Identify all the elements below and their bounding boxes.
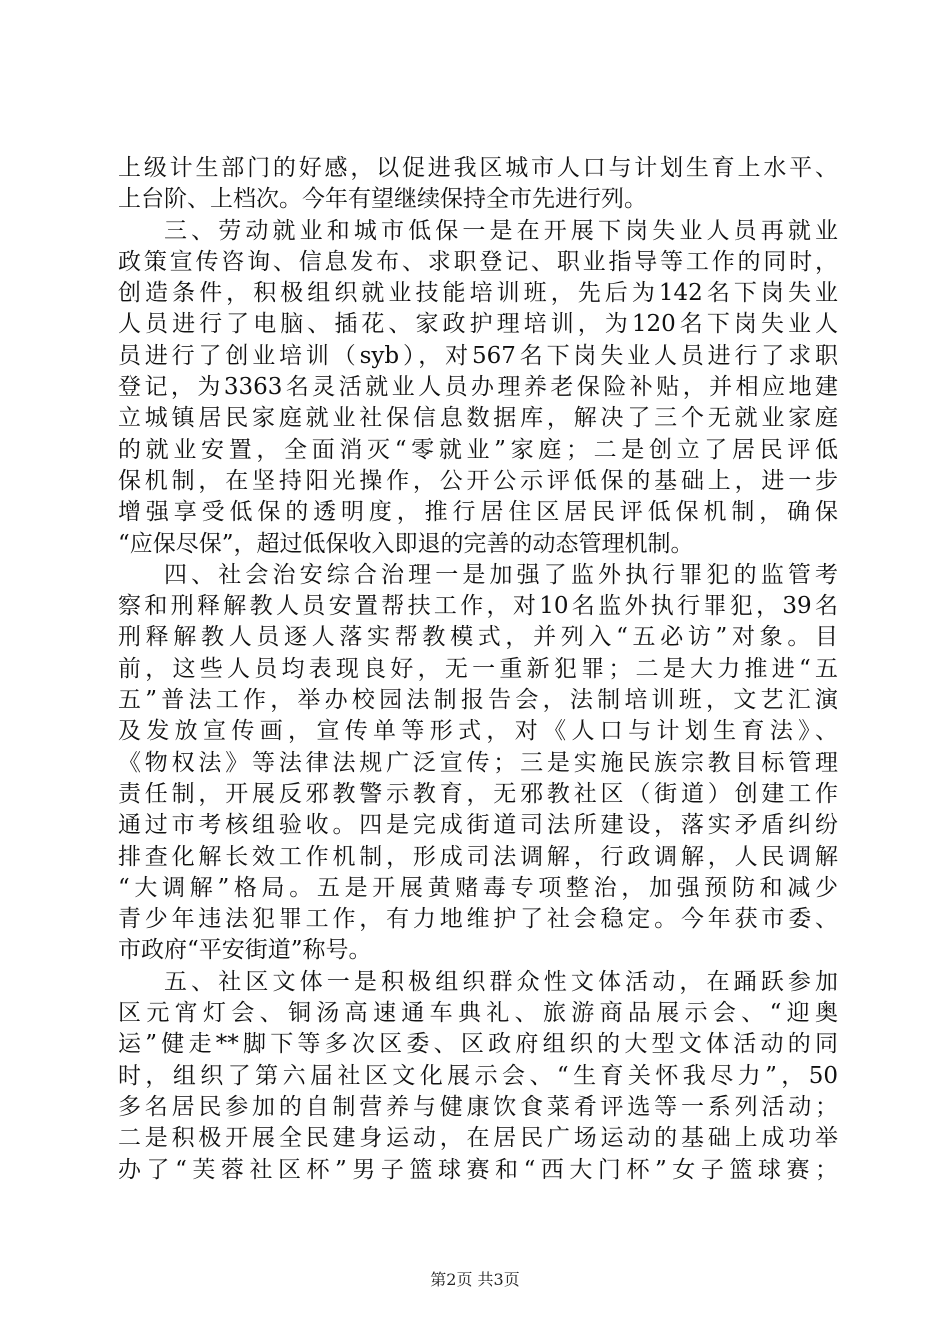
text-line: 人员进行了电脑、插花、家政护理培训，为120名下岗失业人 <box>118 311 838 338</box>
text-line: 二是积极开展全民建身运动，在居民广场运动的基础上成功举 <box>118 1125 838 1152</box>
text-line: 责任制，开展反邪教警示教育，无邪教社区（街道）创建工作 <box>118 780 838 807</box>
text-line: 办了“芙蓉社区杯”男子篮球赛和“西大门杯”女子篮球赛； <box>118 1156 838 1183</box>
text-line: 四、社会治安综合治理一是加强了监外执行罪犯的监管考 <box>164 561 838 588</box>
text-line: 多名居民参加的自制营养与健康饮食菜肴评选等一系列活动； <box>118 1093 838 1120</box>
text-line: 的就业安置，全面消灭“零就业”家庭；二是创立了居民评低 <box>118 436 838 463</box>
text-line: 上台阶、上档次。今年有望继续保持全市先进行列。 <box>118 186 647 213</box>
text-line: 上级计生部门的好感，以促进我区城市人口与计划生育上水平、 <box>118 155 838 181</box>
text-line: 五、社区文体一是积极组织群众性文体活动，在踊跃参加 <box>164 968 838 995</box>
text-line: 创造条件，积极组织就业技能培训班，先后为142名下岗失业 <box>118 280 838 307</box>
text-line: 刑释解教人员逐人落实帮教模式，并列入“五必访”对象。目 <box>118 624 838 651</box>
text-line: 及发放宣传画，宣传单等形式，对《人口与计划生育法》、 <box>118 718 838 745</box>
text-line: 青少年违法犯罪工作，有力地维护了社会稳定。今年获市委、 <box>118 906 838 933</box>
text-line: 通过市考核组验收。四是完成街道司法所建设，落实矛盾纠纷 <box>118 812 838 839</box>
text-line: 察和刑释解教人员安置帮扶工作，对10名监外执行罪犯，39名 <box>118 593 838 620</box>
text-line: “大调解”格局。五是开展黄赌毒专项整治，加强预防和减少 <box>118 874 838 901</box>
text-line: 五”普法工作，举办校园法制报告会，法制培训班，文艺汇演 <box>118 687 838 714</box>
text-line: 政策宣传咨询、信息发布、求职登记、职业指导等工作的同时， <box>118 248 838 275</box>
text-line: 《物权法》等法律法规广泛宣传；三是实施民族宗教目标管理 <box>118 749 838 776</box>
text-line: 三、劳动就业和城市低保一是在开展下岗失业人员再就业 <box>164 217 838 244</box>
text-line: 保机制，在坚持阳光操作，公开公示评低保的基础上，进一步 <box>118 467 838 494</box>
text-line: 登记，为3363名灵活就业人员办理养老保险补贴，并相应地建 <box>118 374 838 401</box>
text-line: 市政府“平安街道”称号。 <box>118 937 372 964</box>
text-line: 运”健走**脚下等多次区委、区政府组织的大型文体活动的同 <box>118 1031 838 1058</box>
text-line: 前，这些人员均表现良好，无一重新犯罪；二是大力推进“五 <box>118 655 838 682</box>
text-line: 员进行了创业培训（syb），对567名下岗失业人员进行了求职 <box>118 342 838 369</box>
text-line: “应保尽保”，超过低保收入即退的完善的动态管理机制。 <box>118 530 694 557</box>
text-line: 立城镇居民家庭就业社保信息数据库，解决了三个无就业家庭 <box>118 405 838 432</box>
text-line: 区元宵灯会、铜汤高速通车典礼、旅游商品展示会、“迎奥 <box>118 1000 838 1027</box>
text-line: 排查化解长效工作机制，形成司法调解，行政调解，人民调解 <box>118 843 838 870</box>
text-line: 时，组织了第六届社区文化展示会、“生育关怀我尽力”，50 <box>118 1062 838 1089</box>
text-line: 增强享受低保的透明度，推行居住区居民评低保机制，确保 <box>118 499 838 526</box>
page-number-footer: 第2页 共3页 <box>430 1270 520 1289</box>
document-body <box>118 153 838 1186</box>
